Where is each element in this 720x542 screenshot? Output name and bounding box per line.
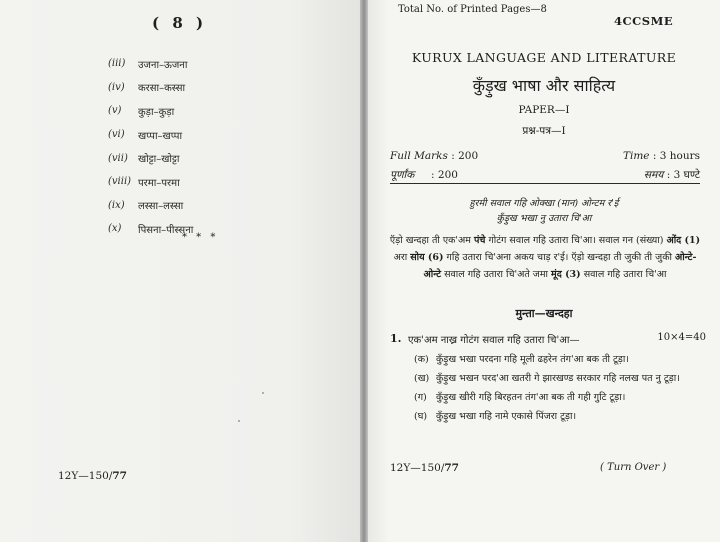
full-marks-hindi-label: पूर्णांक (390, 169, 415, 181)
sub-question-text: कुँड़ुख भखन परद'आ खतरी गे झारखण्ड सरकार गहि नलख पत नु टूड़ा। (436, 373, 680, 384)
item-number: (iii) (108, 58, 126, 70)
para-emphasis: ओंद (1) (666, 235, 701, 246)
paper-code: 4CCSME (614, 14, 674, 28)
title-hindi: कुँड़ुख भाषा और साहित्य (472, 76, 616, 95)
sub-question-label: (क) (414, 354, 429, 365)
item-text: कुड़ा–कुड़ा (138, 106, 175, 118)
sub-question-text: कुँड़ुख भखा परदना गहि मूली ढहरेन तंग'आ बक ती टूड़ा। (436, 354, 629, 365)
item-number: (vii) (108, 152, 128, 164)
sub-question-label: (ख) (414, 373, 430, 384)
question-number: 1. (390, 332, 402, 345)
paper-label-hindi: प्रश्न-पत्र—I (522, 125, 566, 137)
end-mark: * * * (182, 232, 219, 243)
marks-row-hindi (390, 168, 700, 184)
question-text: एक'अम नाख्र गोटंग सवाल गहि उतारा चि'आ— (408, 335, 580, 346)
list-item (108, 146, 193, 170)
item-text: करसा–कस्सा (138, 83, 186, 95)
turn-over-note: ( Turn Over ) (600, 462, 667, 473)
page-number: ( 8 ) (152, 14, 208, 32)
para-text: गोटंग सवाल गहि उतारा चि'आ। सवाल गन (संख्या) (485, 235, 667, 246)
footer-bold: 77 (444, 462, 459, 474)
book-gutter (360, 0, 368, 542)
footer-prefix: 12Y—150/ (58, 470, 113, 482)
para-text: सवाल गहि उतारा चि'आ (580, 269, 667, 280)
list-item (108, 76, 193, 100)
item-text: परमा–परमा (138, 177, 180, 189)
list-item (108, 217, 193, 241)
footer-bold: 77 (112, 470, 127, 482)
item-text: खप्पा–खप्पा (138, 130, 183, 142)
item-text: खोट्टा–खोट्टा (138, 154, 180, 166)
title-english: KURUX LANGUAGE AND LITERATURE (411, 50, 677, 65)
item-number: (vi) (108, 129, 125, 141)
section-heading: मुन्ता—खन्दहा (515, 307, 573, 320)
item-number: (ix) (108, 199, 125, 211)
right-page (368, 0, 720, 542)
sub-question-label: (ग) (414, 392, 427, 403)
paper-label: PAPER—I (518, 104, 570, 116)
list-item (108, 123, 193, 147)
sub-question (414, 371, 704, 386)
scan-speck (262, 392, 264, 394)
instruction-line-1: हुरमी सवाल गहि ओक्खा (मान) ओन्टम र'ई (469, 198, 619, 209)
para-text: ऍड़ो खन्दहा ती एक'अम (389, 235, 474, 246)
footer-code (58, 470, 127, 482)
list-item (108, 52, 193, 76)
full-marks-hindi-value: : 200 (431, 169, 458, 181)
para-emphasis: पंचे (473, 235, 486, 246)
para-emphasis: सोय (6) (410, 252, 444, 263)
para-text: गहि उतारा चि'अना अकय चाड़ र'ई। ऍड़ो खन्दहा ती जुकी ती जुकी (443, 252, 675, 263)
para-emphasis: ओन्टे-ओन्टे (423, 252, 697, 280)
instruction-paragraph (386, 232, 704, 283)
list-item (108, 170, 193, 194)
total-pages: Total No. of Printed Pages—8 (398, 4, 547, 15)
list-item (108, 99, 193, 123)
sub-question-text: कुँड़ुख भखा गहि नामे एकासे पिंजरा टूड़ा। (436, 411, 577, 422)
para-text: सवाल गहि उतारा चि'अते जमा (441, 269, 552, 280)
time-hindi-value: : 3 घण्टे (666, 169, 700, 181)
footer-prefix: 12Y—150/ (390, 462, 445, 474)
scan-speck (238, 420, 240, 422)
item-text: लस्सा–लस्सा (138, 201, 184, 213)
question-marks: 10×4=40 (657, 332, 706, 343)
footer-code (390, 462, 459, 474)
item-text: पिसना–पीस्सना (138, 224, 194, 236)
time-value: : 3 hours (652, 150, 700, 162)
full-marks-value: : 200 (451, 150, 479, 162)
list-item (108, 194, 193, 218)
word-pair-list (108, 52, 193, 241)
item-number: (x) (108, 223, 122, 235)
sub-question (414, 352, 704, 367)
full-marks-label: Full Marks (390, 150, 448, 162)
para-emphasis: मूंद (3) (551, 269, 581, 280)
sub-question (414, 409, 704, 424)
instruction-line-2: कुँड़ुख भखा नु उतारा चि'आ (496, 213, 592, 224)
para-text: अरा (393, 252, 411, 263)
item-text: उजना–ऊजना (138, 59, 188, 71)
sub-question (414, 390, 704, 405)
item-number: (iv) (108, 81, 125, 93)
time-hindi-label: समय (643, 169, 664, 181)
item-number: (v) (108, 105, 122, 117)
time-label: Time (622, 150, 650, 162)
sub-question-list (414, 352, 704, 428)
item-number: (viii) (108, 176, 132, 188)
sub-question-text: कुँड़ुख खीरी गहि बिरहतन तंग'आ बक ती गही गुटि टूड़ा। (436, 392, 626, 403)
sub-question-label: (घ) (414, 411, 428, 422)
